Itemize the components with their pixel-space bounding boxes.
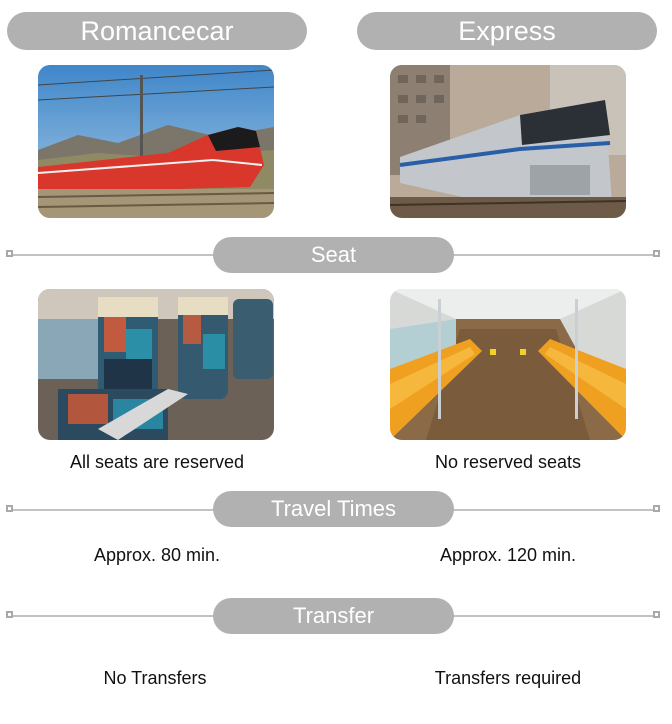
romancecar-seat-photo [38, 289, 274, 440]
travel-times-section-heading [213, 491, 454, 527]
divider-end-marker [653, 611, 660, 618]
express-train-photo [390, 65, 626, 218]
romancecar-title: Romancecar [80, 15, 234, 46]
express-header [357, 12, 657, 50]
divider-end-marker [653, 505, 660, 512]
express-travel-time: Approx. 120 min. [439, 545, 577, 565]
seat-section-label: Seat [310, 242, 357, 267]
romancecar-header [7, 12, 307, 50]
express-seat-photo [390, 289, 626, 440]
romancecar-train-photo [38, 65, 274, 218]
transfer-section-label: Transfer [292, 603, 375, 628]
transfer-section-heading [213, 598, 454, 634]
divider-end-marker [6, 611, 13, 618]
express-title: Express [458, 15, 556, 46]
romancecar-travel-time: Approx. 80 min. [93, 545, 221, 565]
divider-end-marker [6, 505, 13, 512]
seat-section-heading [213, 237, 454, 273]
romancecar-transfer: No Transfers [103, 668, 207, 688]
express-seat-description: No reserved seats [434, 452, 582, 472]
travel-times-section-label: Travel Times [270, 496, 397, 521]
divider-end-marker [653, 250, 660, 257]
express-transfer: Transfers required [434, 668, 582, 688]
divider-end-marker [6, 250, 13, 257]
romancecar-seat-description: All seats are reserved [69, 452, 245, 472]
